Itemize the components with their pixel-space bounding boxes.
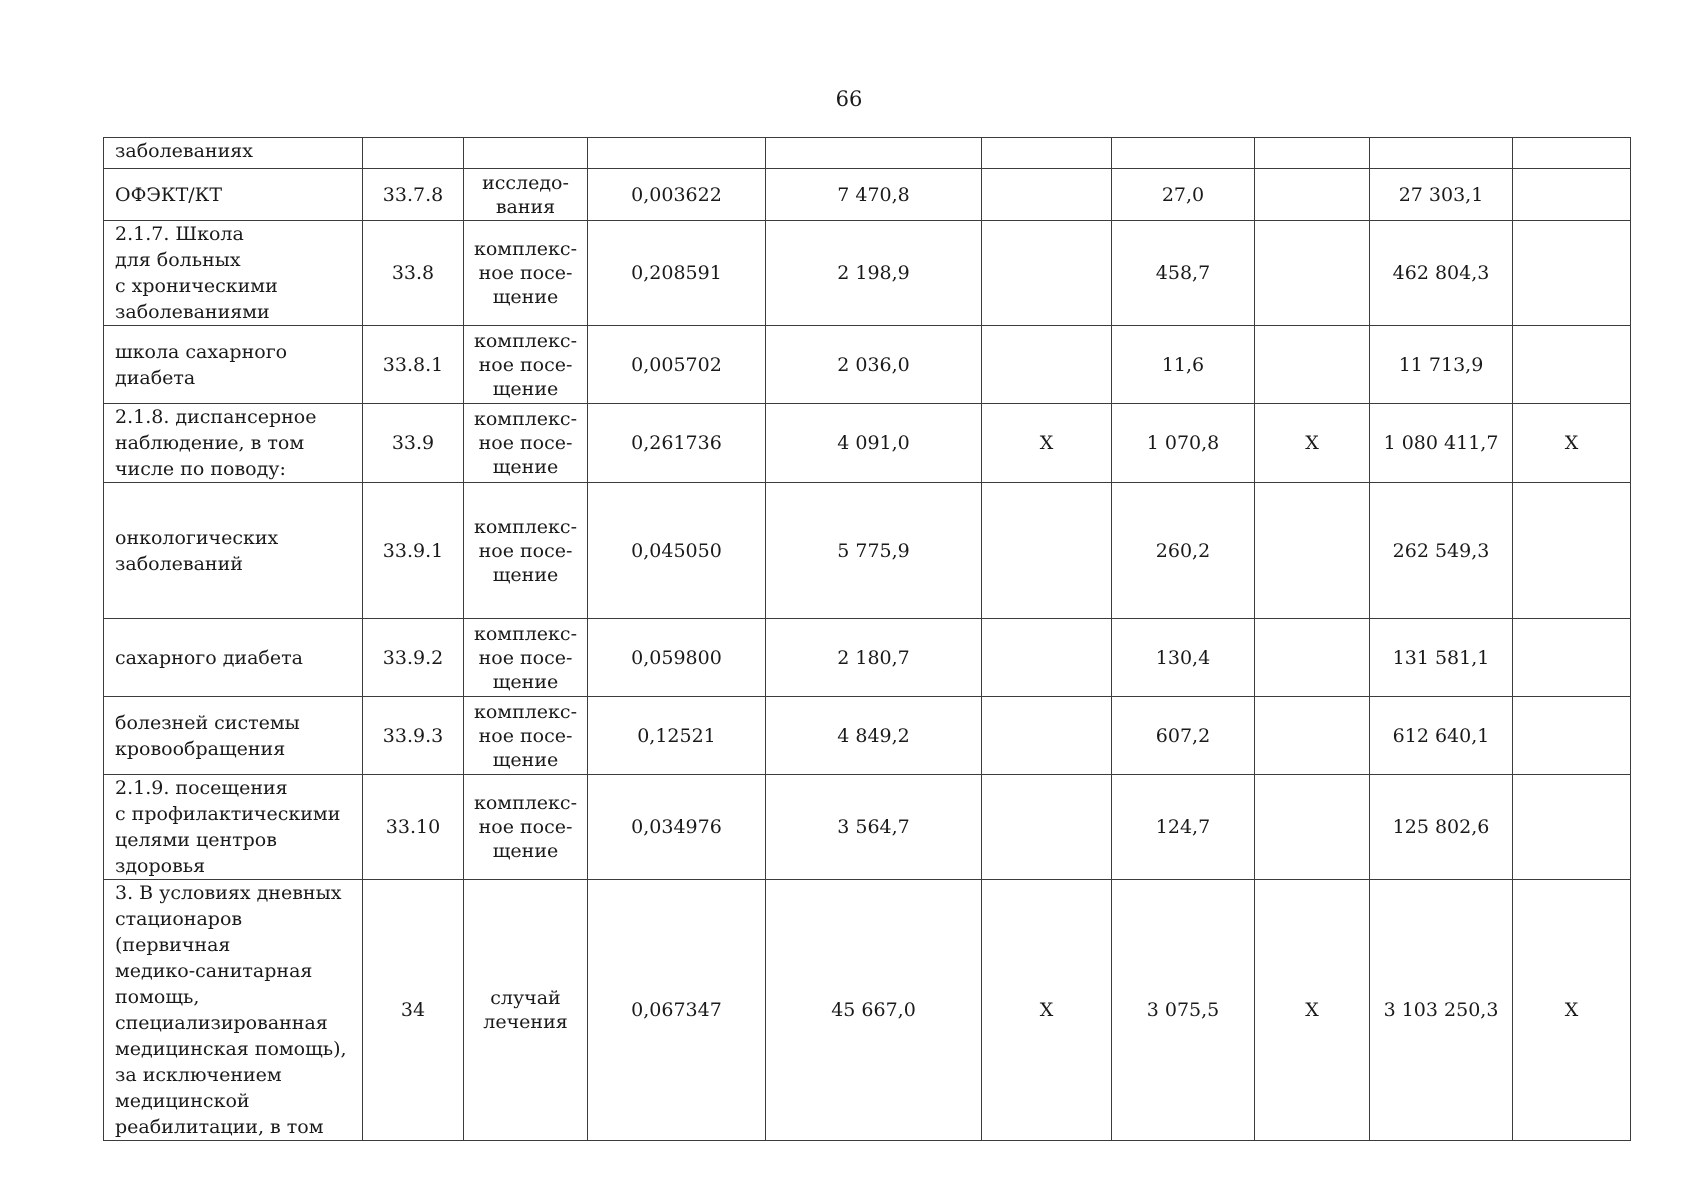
unit-line: комплекс- [473, 622, 577, 645]
cell-c9: 3 103 250,3 [1370, 880, 1513, 1141]
name-line: стационаров (первичная [115, 908, 243, 956]
cell-c7: 130,4 [1112, 619, 1255, 697]
cell-c6: X [982, 880, 1112, 1141]
cell-indicator-name [104, 221, 363, 326]
name-line: заболеваниях [115, 140, 253, 162]
table-row [104, 775, 1631, 880]
cell-c4: 0,005702 [588, 326, 766, 404]
unit-line: щение [492, 563, 559, 586]
unit-line: щение [492, 840, 559, 862]
unit-line: ное посе- [478, 262, 573, 284]
cell-c8 [1255, 138, 1370, 169]
name-line: специализированная [115, 1012, 328, 1034]
cell-c5: 45 667,0 [766, 880, 982, 1141]
cell-c8: X [1255, 880, 1370, 1141]
unit-line: щение [492, 377, 559, 400]
cell-c8 [1255, 326, 1370, 404]
cell-c5: 2 180,7 [766, 619, 982, 697]
cell-c4: 0,045050 [588, 483, 766, 619]
cell-indicator-name [104, 880, 363, 1141]
table-row [104, 326, 1631, 404]
name-line: наблюдение, в том [115, 432, 305, 454]
cell-c4: 0,12521 [588, 697, 766, 775]
name-line: школа сахарного [115, 340, 288, 363]
cell-c9: 262 549,3 [1370, 483, 1513, 619]
cell-indicator-name [104, 775, 363, 880]
cell-unit [464, 880, 588, 1141]
cell-row-code: 33.8.1 [363, 326, 464, 404]
cell-c4: 0,067347 [588, 880, 766, 1141]
cell-row-code: 33.9 [363, 404, 464, 483]
cell-indicator-name [104, 619, 363, 697]
cell-c7: 11,6 [1112, 326, 1255, 404]
unit-line: комплекс- [473, 792, 577, 814]
cell-c9: 27 303,1 [1370, 169, 1513, 221]
cell-c5: 2 036,0 [766, 326, 982, 404]
cell-indicator-name [104, 169, 363, 221]
cell-c10 [1513, 775, 1631, 880]
cell-c7: 458,7 [1112, 221, 1255, 326]
cell-c5 [766, 138, 982, 169]
unit-line: вания [495, 195, 556, 218]
name-line: медицинской [115, 1090, 250, 1112]
name-line: диабета [115, 366, 196, 389]
table-row [104, 138, 1631, 169]
cell-c4: 0,059800 [588, 619, 766, 697]
cell-c7: 27,0 [1112, 169, 1255, 221]
unit-line: щение [492, 670, 559, 693]
table-row [104, 221, 1631, 326]
cell-unit [464, 138, 588, 169]
name-line: ОФЭКТ/КТ [115, 183, 223, 206]
cell-row-code: 33.9.1 [363, 483, 464, 619]
cell-c9: 1 080 411,7 [1370, 404, 1513, 483]
cell-row-code: 33.10 [363, 775, 464, 880]
cell-c9: 131 581,1 [1370, 619, 1513, 697]
name-line: реабилитации, в том [115, 1116, 324, 1138]
cell-c6 [982, 619, 1112, 697]
cell-unit [464, 619, 588, 697]
name-line: сахарного диабета [115, 646, 303, 669]
unit-line: ное посе- [478, 724, 573, 747]
cell-c8 [1255, 619, 1370, 697]
name-line: за исключением [115, 1064, 282, 1086]
unit-line: исследо- [482, 171, 569, 194]
cell-unit [464, 483, 588, 619]
cell-c10 [1513, 483, 1631, 619]
table-row [104, 880, 1631, 1141]
cell-c4: 0,261736 [588, 404, 766, 483]
unit-line: комплекс- [473, 238, 577, 260]
cell-c6 [982, 483, 1112, 619]
cell-c8 [1255, 697, 1370, 775]
cell-c10: X [1513, 880, 1631, 1141]
cell-unit [464, 221, 588, 326]
cell-unit [464, 169, 588, 221]
cell-c6: X [982, 404, 1112, 483]
cell-c4: 0,003622 [588, 169, 766, 221]
name-line: с профилактическими [115, 803, 341, 825]
name-line: заболеваний [115, 552, 243, 575]
unit-line: комплекс- [473, 329, 577, 352]
name-line: целями центров [115, 829, 277, 851]
unit-line: комплекс- [473, 700, 577, 723]
cell-unit [464, 404, 588, 483]
cell-c6 [982, 221, 1112, 326]
table-row [104, 404, 1631, 483]
name-line: медико-санитарная [115, 960, 313, 982]
cell-row-code: 33.8 [363, 221, 464, 326]
cell-c5: 2 198,9 [766, 221, 982, 326]
page-number: 66 [835, 87, 863, 111]
unit-line: щение [492, 456, 559, 478]
cell-c6 [982, 138, 1112, 169]
name-line: числе по поводу: [115, 458, 286, 480]
unit-line: ное посе- [478, 539, 573, 562]
cell-c5: 4 091,0 [766, 404, 982, 483]
name-line: болезней системы [115, 711, 300, 734]
cell-c4: 0,034976 [588, 775, 766, 880]
unit-line: ное посе- [478, 353, 573, 376]
unit-line: ное посе- [478, 816, 573, 838]
cell-c10 [1513, 169, 1631, 221]
cell-c8 [1255, 169, 1370, 221]
unit-line: комплекс- [473, 408, 577, 430]
cell-c6 [982, 169, 1112, 221]
cell-row-code: 33.9.3 [363, 697, 464, 775]
cell-unit [464, 697, 588, 775]
cell-row-code [363, 138, 464, 169]
unit-line: ное посе- [478, 432, 573, 454]
unit-line: щение [492, 748, 559, 771]
cell-c10 [1513, 619, 1631, 697]
cell-c6 [982, 326, 1112, 404]
cell-c7: 1 070,8 [1112, 404, 1255, 483]
cell-unit [464, 326, 588, 404]
name-line: помощь, [115, 986, 200, 1008]
cell-c10: X [1513, 404, 1631, 483]
cell-c6 [982, 775, 1112, 880]
cell-c7: 3 075,5 [1112, 880, 1255, 1141]
cell-c5: 5 775,9 [766, 483, 982, 619]
unit-line: случай [490, 987, 561, 1009]
cell-c5: 4 849,2 [766, 697, 982, 775]
cell-row-code: 33.7.8 [363, 169, 464, 221]
cell-indicator-name [104, 138, 363, 169]
unit-line: щение [492, 286, 559, 308]
cell-c8 [1255, 221, 1370, 326]
name-line: здоровья [115, 855, 206, 877]
cell-indicator-name [104, 326, 363, 404]
cell-unit [464, 775, 588, 880]
cell-c10 [1513, 138, 1631, 169]
cell-c8 [1255, 483, 1370, 619]
cell-c9: 612 640,1 [1370, 697, 1513, 775]
cell-c5: 7 470,8 [766, 169, 982, 221]
cell-c4: 0,208591 [588, 221, 766, 326]
name-line: для больных [115, 249, 241, 271]
name-line: кровообращения [115, 737, 286, 760]
name-line: 2.1.8. диспансерное [115, 406, 317, 428]
name-line: 3. В условиях дневных [115, 882, 342, 904]
cell-c5: 3 564,7 [766, 775, 982, 880]
cell-row-code: 34 [363, 880, 464, 1141]
name-line: заболеваниями [115, 301, 270, 323]
name-line: с хроническими [115, 275, 278, 297]
cell-c10 [1513, 326, 1631, 404]
unit-line: лечения [483, 1011, 568, 1033]
cell-indicator-name [104, 697, 363, 775]
table-row [104, 169, 1631, 221]
name-line: медицинская помощь), [115, 1038, 347, 1060]
table-row [104, 483, 1631, 619]
cell-row-code: 33.9.2 [363, 619, 464, 697]
cell-c10 [1513, 221, 1631, 326]
cell-c8 [1255, 775, 1370, 880]
cell-c9: 11 713,9 [1370, 326, 1513, 404]
name-line: 2.1.9. посещения [115, 777, 288, 799]
cell-indicator-name [104, 404, 363, 483]
cell-c7: 260,2 [1112, 483, 1255, 619]
cell-c9: 462 804,3 [1370, 221, 1513, 326]
cell-indicator-name [104, 483, 363, 619]
unit-line: ное посе- [478, 646, 573, 669]
cell-c8: X [1255, 404, 1370, 483]
cell-c9 [1370, 138, 1513, 169]
name-line: 2.1.7. Школа [115, 223, 244, 245]
data-table [103, 137, 1631, 1141]
table-row [104, 697, 1631, 775]
cell-c4 [588, 138, 766, 169]
cell-c10 [1513, 697, 1631, 775]
name-line: онкологических [115, 526, 279, 549]
cell-c6 [982, 697, 1112, 775]
cell-c7: 607,2 [1112, 697, 1255, 775]
cell-c7: 124,7 [1112, 775, 1255, 880]
unit-line: комплекс- [473, 515, 577, 538]
cell-c7 [1112, 138, 1255, 169]
cell-c9: 125 802,6 [1370, 775, 1513, 880]
table-row [104, 619, 1631, 697]
